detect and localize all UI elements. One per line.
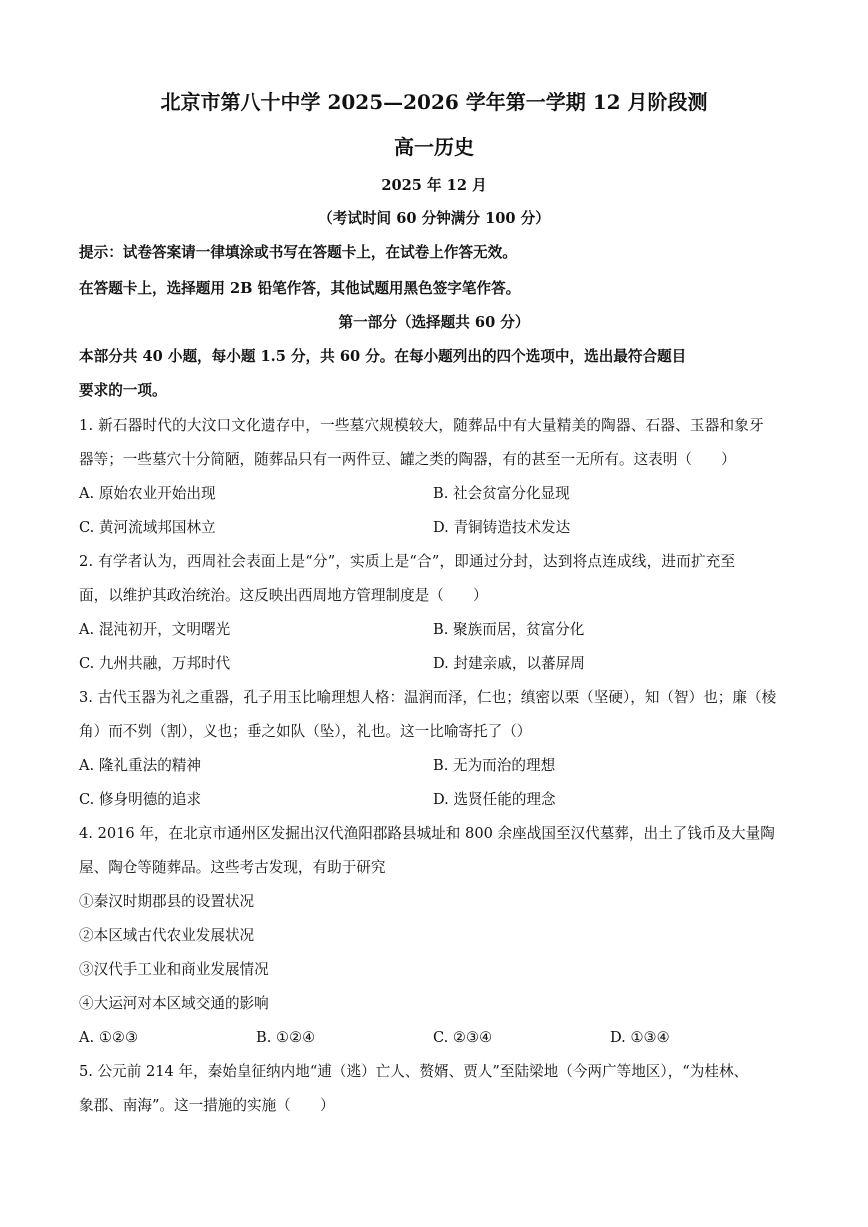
exam-date: 2025 年 12 月 <box>381 177 487 194</box>
question-item: ③汉代手工业和商业发展情况 <box>79 961 269 978</box>
section-instruction-line-1: 本部分共 40 小题，每小题 1.5 分，共 60 分。在每小题列出的四个选项中，选出最符合题目 <box>79 348 687 365</box>
option-d: D. 青铜铸造技术发达 <box>433 519 571 536</box>
question-stem-line: 1. 新石器时代的大汶口文化遗存中，一些墓穴规模较大，随葬品中有大量精美的陶器、石器、玉器和象牙 <box>79 417 764 434</box>
option-c: C. 黄河流域邦国林立 <box>79 519 216 536</box>
question-stem-line: 4. 2016 年，在北京市通州区发掘出汉代渔阳郡路县城址和 800 余座战国至汉代墓葬，出土了钱币及大量陶 <box>79 825 775 842</box>
question-stem-line: 5. 公元前 214 年，秦始皇征纳内地“逋（逃）亡人、赘婿、贾人”至陆梁地（今两广等地区），“为桂林、 <box>79 1063 749 1080</box>
question-stem-line: 器等；一些墓穴十分简陋，随葬品只有一两件豆、罐之类的陶器，有的甚至一无所有。这表明（ ） <box>79 451 736 468</box>
option-a: A. ①②③ <box>79 1029 139 1046</box>
question-item: ②本区域古代农业发展状况 <box>79 927 255 944</box>
option-a: A. 隆礼重法的精神 <box>79 757 201 774</box>
notice-line-2: 在答题卡上，选择题用 2B 铅笔作答，其他试题用黑色签字笔作答。 <box>79 280 521 297</box>
question-stem-line: 3. 古代玉器为礼之重器，孔子用玉比喻理想人格：温润而泽，仁也；缜密以栗（坚硬），知（智）也；廉（棱 <box>79 689 777 706</box>
option-c: C. 九州共融，万邦时代 <box>79 655 231 672</box>
question-stem-line: 2. 有学者认为，西周社会表面上是“分”，实质上是“合”，即通过分封，达到将点连成线，进而扩充至 <box>79 553 736 570</box>
exam-subject: 高一历史 <box>394 135 474 159</box>
option-a: A. 原始农业开始出现 <box>79 485 216 502</box>
option-d: D. 封建亲戚，以蕃屏周 <box>433 655 585 672</box>
question-stem-line: 面，以维护其政治统治。这反映出西周地方管理制度是（ ） <box>79 587 488 604</box>
option-d: D. ①③④ <box>610 1029 670 1046</box>
option-d: D. 选贤任能的理念 <box>433 791 556 808</box>
exam-info: （考试时间 60 分钟满分 100 分） <box>318 210 550 227</box>
section-instruction-line-2: 要求的一项。 <box>79 382 167 399</box>
option-b: B. 社会贫富分化显现 <box>433 485 570 502</box>
option-b: B. 聚族而居，贫富分化 <box>433 621 585 638</box>
option-b: B. ①②④ <box>256 1029 316 1046</box>
option-a: A. 混沌初开，文明曙光 <box>79 621 231 638</box>
exam-title: 北京市第八十中学 2025—2026 学年第一学期 12 月阶段测 <box>160 90 708 114</box>
option-b: B. 无为而治的理想 <box>433 757 556 774</box>
option-c: C. ②③④ <box>433 1029 493 1046</box>
section-title: 第一部分（选择题共 60 分） <box>338 314 530 331</box>
option-c: C. 修身明德的追求 <box>79 791 202 808</box>
notice-line-1: 提示：试卷答案请一律填涂或书写在答题卡上，在试卷上作答无效。 <box>79 244 517 261</box>
question-item: ④大运河对本区域交通的影响 <box>79 995 269 1012</box>
question-stem-line: 象郡、南海”。这一措施的实施（ ） <box>79 1097 335 1114</box>
question-stem-line: 屋、陶仓等随葬品。这些考古发现，有助于研究 <box>79 859 386 876</box>
question-stem-line: 角）而不刿（割），义也；垂之如队（坠），礼也。这一比喻寄托了（） <box>79 723 532 740</box>
question-item: ①秦汉时期郡县的设置状况 <box>79 893 255 910</box>
